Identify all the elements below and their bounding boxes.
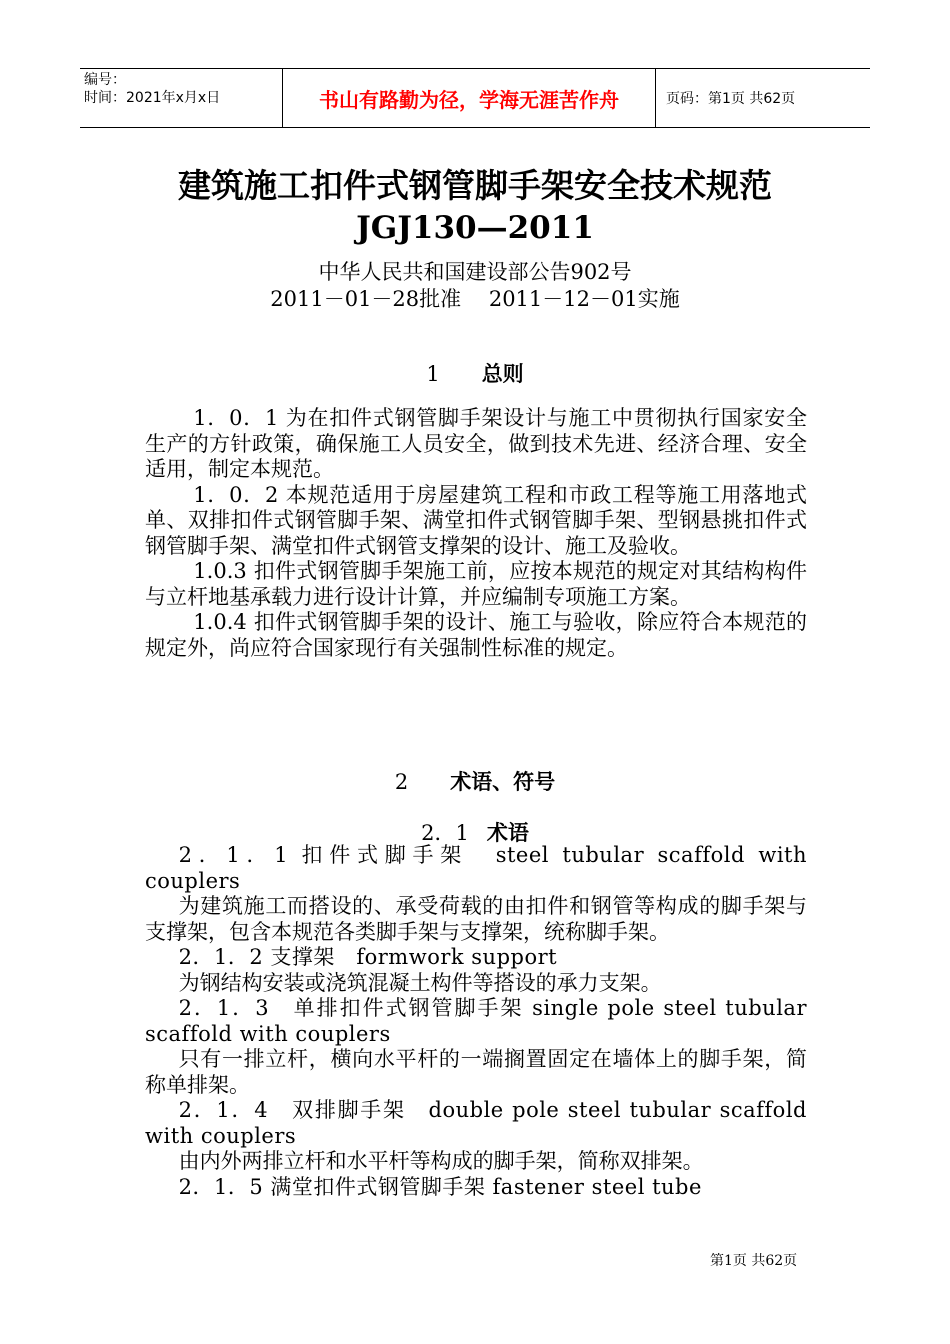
- document-code: JGJ130—2011: [356, 210, 594, 246]
- header-meta: [80, 69, 282, 127]
- time-label: 时间：2021年x月x日: [84, 90, 221, 106]
- header-motto: 书山有路勤为径，学海无涯苦作舟: [282, 69, 656, 127]
- subsection-2-1-title: 术语: [486, 820, 529, 845]
- section-1-body: [145, 406, 807, 661]
- term-2-1-2-definition: 为钢结构安装或浇筑混凝土构件等搭设的承力支架。: [178, 970, 662, 995]
- section-1-heading: [0, 358, 950, 388]
- term-2-1-1-heading: 2．1．1 扣件式脚手架 steel tubular scaffold with couplers: [145, 843, 807, 893]
- clause-1-0-4: 1.0.4 扣件式钢管脚手架的设计、施工与验收，除应符合本规范的规定外，尚应符合国家现行有关强制性标准的规定。: [145, 610, 807, 660]
- header-page-info: 页码：第1页 共62页: [666, 91, 796, 107]
- term-2-1-4-heading: 2．1．4 双排脚手架 double pole steel tubular scaffold with couplers: [145, 1098, 807, 1148]
- section-1-number: 1: [426, 362, 440, 386]
- terms-body: [145, 843, 807, 1200]
- clause-1-0-3: 1.0.3 扣件式钢管脚手架施工前，应按本规范的规定对其结构构件与立杆地基承载力进行设计计算，并应编制专项施工方案。: [145, 559, 807, 609]
- term-2-1-1-definition: 为建筑施工而搭设的、承受荷载的由扣件和钢管等构成的脚手架与支撑架，包含本规范各类脚手架与支撑架，统称脚手架。: [145, 894, 807, 944]
- announcement: 中华人民共和国建设部公告902号: [318, 260, 632, 284]
- term-2-1-4-definition: 由内外两排立杆和水平杆等构成的脚手架，简称双排架。: [178, 1149, 704, 1173]
- section-2-title: 术语、符号: [450, 769, 556, 794]
- term-2-1-2-heading: 2．1．2 支撑架 formwork support: [178, 945, 558, 969]
- page-footer: 第1页 共62页: [710, 1253, 798, 1269]
- clause-1-0-2: 1．0．2 本规范适用于房屋建筑工程和市政工程等施工用落地式单、双排扣件式钢管脚手架、满堂扣件式钢管脚手架、型钢悬挑扣件式钢管脚手架、满堂扣件式钢管支撑架的设计、施工及验收。: [145, 482, 807, 558]
- term-2-1-5-heading: 2．1．5 满堂扣件式钢管脚手架 fastener steel tube: [178, 1174, 702, 1199]
- section-2-number: 2: [394, 770, 409, 794]
- section-1-title: 总则: [481, 361, 524, 386]
- approval-dates: 2011－01－28批准 2011－12－01实施: [270, 287, 680, 311]
- subsection-2-1-number: 2．1: [421, 821, 469, 845]
- section-2-heading: [0, 766, 950, 796]
- clause-1-0-1: 1．0．1 为在扣件式钢管脚手架设计与施工中贯彻执行国家安全生产的方针政策，确保施工人员安全，做到技术先进、经济合理、安全适用，制定本规范。: [145, 406, 807, 481]
- document-title: 建筑施工扣件式钢管脚手架安全技术规范: [178, 166, 772, 205]
- number-label: 编号：: [84, 72, 126, 88]
- term-2-1-3-heading: 2．1．3 单排扣件式钢管脚手架 single pole steel tubular scaffold with couplers: [145, 996, 807, 1046]
- term-2-1-3-definition: 只有一排立杆，横向水平杆的一端搁置固定在墙体上的脚手架，简称单排架。: [145, 1047, 807, 1097]
- page-header: [80, 68, 870, 128]
